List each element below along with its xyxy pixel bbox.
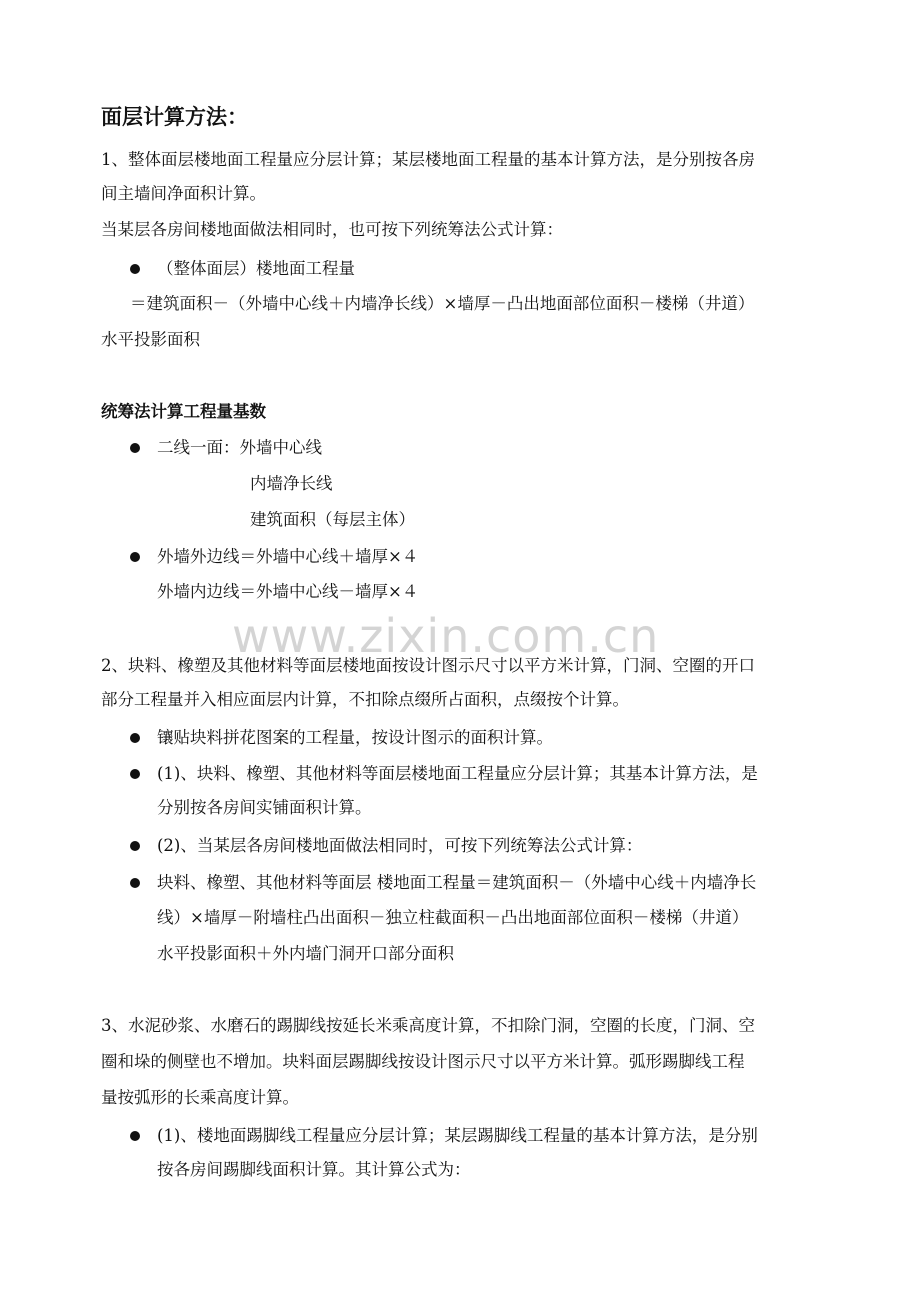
base-item-1-line-1: 二线一面：外墙中心线 xyxy=(157,438,322,457)
bullet-dot xyxy=(130,878,140,888)
section-1-bullet-text: （整体面层）楼地面工程量 xyxy=(157,259,355,278)
section-3-line-2: 圈和垛的侧壁也不增加。块料面层踢脚线按设计图示尺寸以平方米计算。弧形踢脚线工程 xyxy=(101,1052,745,1071)
section-1-line-2: 间主墙间净面积计算。 xyxy=(101,184,266,203)
base-item-2-line-1: 外墙外边线＝外墙中心线＋墙厚×４ xyxy=(157,547,419,566)
section-3-line-3: 量按弧形的长乘高度计算。 xyxy=(101,1088,299,1107)
section-2-bullet-4-line-2: 线）×墙厚－附墙柱凸出面积－独立柱截面积－凸出地面部位面积－楼梯（井道） xyxy=(157,908,749,927)
bullet-dot xyxy=(130,841,140,851)
page-title: 面层计算方法： xyxy=(101,105,248,129)
formula-line-2: 水平投影面积 xyxy=(101,330,200,349)
section-1-line-3: 当某层各房间楼地面做法相同时，也可按下列统筹法公式计算： xyxy=(101,220,563,239)
section-2-bullet-4-line-1: 块料、橡塑、其他材料等面层 楼地面工程量＝建筑面积－（外墙中心线＋内墙净长 xyxy=(157,873,757,892)
section-2-bullet-4-line-3: 水平投影面积＋外内墙门洞开口部分面积 xyxy=(157,944,454,963)
base-item-1-line-2: 内墙净长线 xyxy=(250,474,333,493)
section-2-bullet-3: (2)、当某层各房间楼地面做法相同时，可按下列统筹法公式计算： xyxy=(157,836,643,855)
section-2-bullet-1: 镶贴块料拼花图案的工程量，按设计图示的面积计算。 xyxy=(157,728,553,747)
section-2-bullet-2-line-2: 分别按各房间实铺面积计算。 xyxy=(157,798,372,817)
formula-line-1: ＝建筑面积－（外墙中心线＋内墙净长线）×墙厚－凸出地面部位面积－楼梯（井道） xyxy=(130,294,755,313)
base-item-1-line-3: 建筑面积（每层主体） xyxy=(250,510,415,529)
section-3-bullet-1-line-2: 按各房间踢脚线面积计算。其计算公式为： xyxy=(157,1160,471,1179)
watermark: www.zixin.com.cn xyxy=(232,609,660,663)
base-item-2-line-2: 外墙内边线＝外墙中心线－墙厚×４ xyxy=(157,582,419,601)
bullet-dot xyxy=(130,733,140,743)
bullet-dot xyxy=(130,443,140,453)
bullet-dot xyxy=(130,769,140,779)
section-2-bullet-2-line-1: (1)、块料、橡塑、其他材料等面层楼地面工程量应分层计算；其基本计算方法，是 xyxy=(157,764,758,783)
bullet-dot xyxy=(130,1131,140,1141)
section-2-line-2: 部分工程量并入相应面层内计算，不扣除点缀所占面积，点缀按个计算。 xyxy=(101,690,629,709)
section-3-line-1: 3、水泥砂浆、水磨石的踢脚线按延长米乘高度计算，不扣除门洞，空圈的长度，门洞、空 xyxy=(101,1016,755,1035)
section-2-line-1: 2、块料、橡塑及其他材料等面层楼地面按设计图示尺寸以平方米计算，门洞、空圈的开口 xyxy=(101,656,755,675)
bullet-dot xyxy=(130,552,140,562)
bullet-dot xyxy=(130,264,140,274)
base-quantities-heading: 统筹法计算工程量基数 xyxy=(101,402,266,421)
section-1-line-1: 1、整体面层楼地面工程量应分层计算；某层楼地面工程量的基本计算方法，是分别按各房 xyxy=(101,150,755,169)
section-3-bullet-1-line-1: (1)、楼地面踢脚线工程量应分层计算；某层踢脚线工程量的基本计算方法，是分别 xyxy=(157,1126,758,1145)
